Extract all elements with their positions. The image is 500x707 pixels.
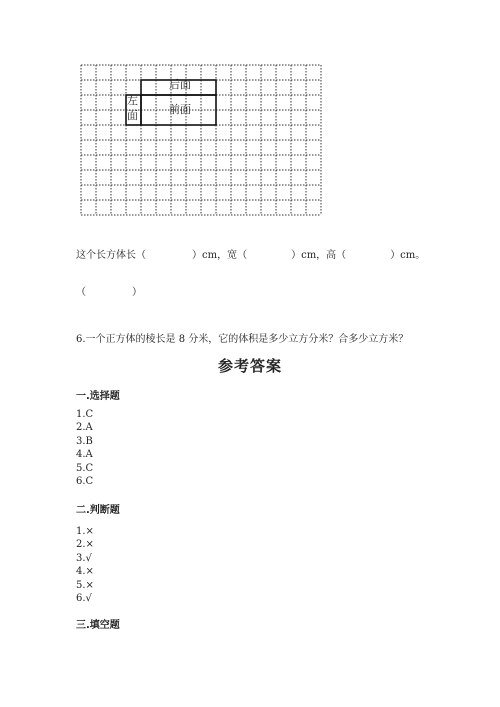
dotted-grid-figure <box>80 64 322 216</box>
answer-item: 6.√ <box>76 592 92 604</box>
answer-item: 1.C <box>76 409 94 420</box>
dimension-fill-line <box>76 246 425 261</box>
answer-item: 3.√ <box>76 552 92 564</box>
answer-item: 1.× <box>76 526 94 537</box>
answer-item: 2.× <box>76 539 94 551</box>
answer-item: 5.C <box>76 462 94 474</box>
section-heading-fill: 三.填空题 <box>76 620 120 631</box>
answer-item: 6.C <box>76 475 94 487</box>
answer-item: 5.× <box>76 579 94 591</box>
height-suffix: ）cm。 <box>390 250 426 261</box>
judge-answer-list <box>76 525 94 605</box>
extra-open: （ <box>76 287 86 298</box>
section-heading-choice: 一.选择题 <box>76 391 120 402</box>
front-face-label: 前面 <box>169 103 191 116</box>
length-suffix: ）cm，宽（ <box>192 250 248 261</box>
answer-title: 参考答案 <box>217 357 282 375</box>
width-suffix: ）cm，高（ <box>291 250 347 261</box>
left-face-label-top: 左 <box>127 94 138 107</box>
answer-item: 4.× <box>76 566 94 578</box>
back-face-label: 后面 <box>169 78 191 91</box>
section-heading-judge: 二.判断题 <box>76 505 120 516</box>
extra-close: ） <box>132 287 142 298</box>
left-face-label-bottom: 面 <box>127 109 138 122</box>
choice-answer-list <box>76 408 93 488</box>
grid-svg <box>80 64 322 216</box>
answer-item: 4.A <box>76 449 93 461</box>
length-prefix: 这个长方体长（ <box>76 250 146 261</box>
question-6: 6.一个正方体的棱长是 8 分米，它的体积是多少立方分米？合多少立方米？ <box>76 334 409 345</box>
answer-item: 3.B <box>76 435 93 447</box>
answer-item: 2.A <box>76 422 93 434</box>
extra-answer-line <box>76 283 142 298</box>
